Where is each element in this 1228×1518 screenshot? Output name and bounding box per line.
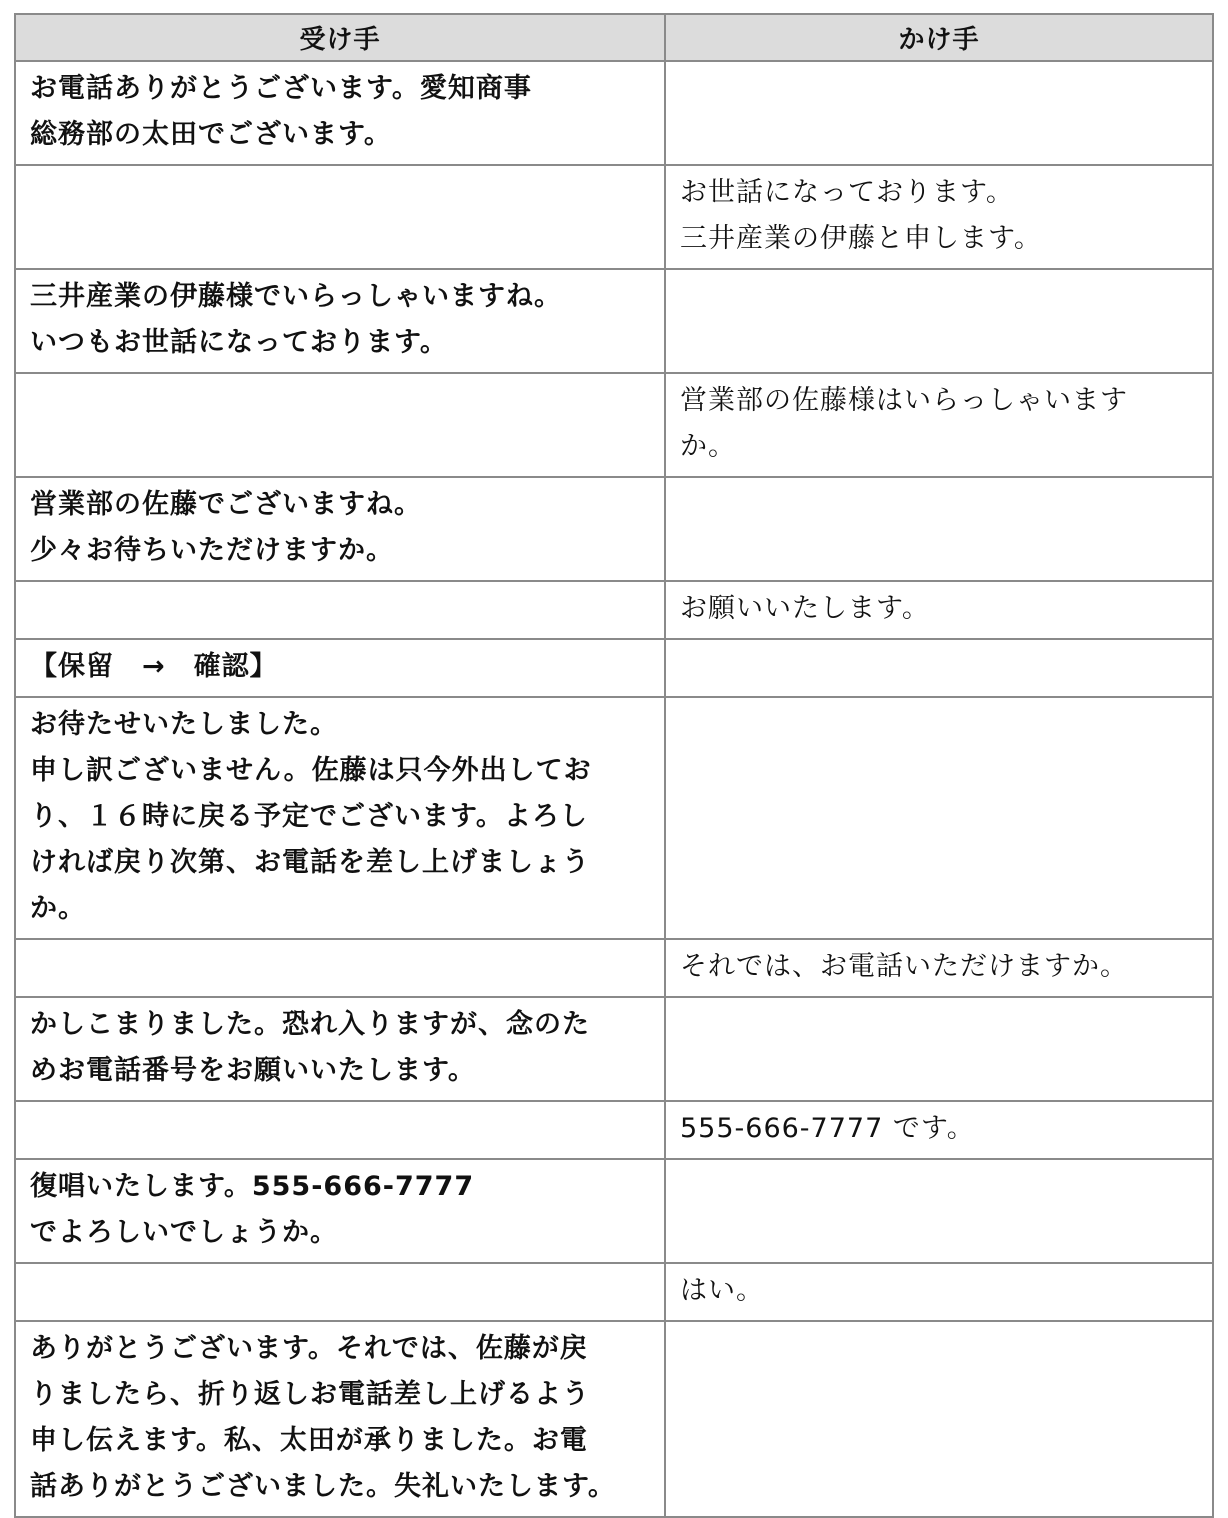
receiver-text — [16, 1264, 664, 1274]
receiver-text — [16, 1102, 664, 1112]
caller-text — [666, 698, 1212, 708]
table-row — [15, 1101, 1213, 1159]
table-row — [15, 477, 1213, 581]
caller-text: お願いいたします。 — [680, 593, 930, 624]
receiver-text: かしこまりました。恐れ入りますが、念のた めお電話番号をお願いいたします。 — [30, 1009, 590, 1086]
table-row — [15, 165, 1213, 269]
receiver-text: 【保留 → 確認】 — [30, 651, 278, 682]
table-row — [15, 697, 1213, 939]
caller-text: 営業部の佐藤様はいらっしゃいます か。 — [680, 385, 1128, 462]
receiver-cell — [15, 1263, 665, 1321]
caller-text — [666, 270, 1212, 280]
table-row — [15, 269, 1213, 373]
receiver-text — [16, 374, 664, 384]
receiver-text: お待たせいたしました。 申し訳ございません。佐藤は只今外出してお り、１６時に戻る予定でございます。よろし ければ戻り次第、お電話を差し上げましょう か。 — [30, 709, 592, 924]
table-row — [15, 939, 1213, 997]
receiver-cell — [15, 997, 665, 1101]
caller-text: はい。 — [680, 1275, 764, 1306]
caller-text — [666, 998, 1212, 1008]
caller-cell — [665, 581, 1213, 639]
header-row — [15, 14, 1213, 61]
table-row — [15, 373, 1213, 477]
table-row — [15, 1321, 1213, 1517]
caller-cell — [665, 477, 1213, 581]
caller-cell — [665, 373, 1213, 477]
receiver-cell — [15, 639, 665, 697]
header-receiver: 受け手 — [15, 14, 665, 61]
table-row — [15, 997, 1213, 1101]
caller-text — [666, 1160, 1212, 1170]
receiver-text: お電話ありがとうございます。愛知商事 総務部の太田でございます。 — [30, 73, 532, 150]
caller-cell — [665, 1263, 1213, 1321]
receiver-cell — [15, 581, 665, 639]
caller-text — [666, 62, 1212, 72]
caller-text: 555-666-7777 です。 — [680, 1113, 975, 1144]
receiver-text: ありがとうございます。それでは、佐藤が戻 りましたら、折り返しお電話差し上げるよう 申し伝えます。私、太田が承りました。お電 話ありがとうございました。失礼いたします。 — [30, 1333, 616, 1502]
receiver-text — [16, 940, 664, 950]
caller-text: お世話になっております。 三井産業の伊藤と申します。 — [680, 177, 1042, 254]
caller-text — [666, 1322, 1212, 1332]
caller-cell — [665, 697, 1213, 939]
caller-text — [666, 478, 1212, 488]
caller-cell — [665, 1159, 1213, 1263]
receiver-text — [16, 582, 664, 592]
receiver-cell — [15, 939, 665, 997]
receiver-cell — [15, 373, 665, 477]
conversation-table — [14, 13, 1214, 1518]
receiver-cell — [15, 165, 665, 269]
caller-cell — [665, 1321, 1213, 1517]
caller-cell — [665, 61, 1213, 165]
receiver-cell — [15, 269, 665, 373]
caller-text: それでは、お電話いただけますか。 — [680, 951, 1128, 982]
caller-cell — [665, 1101, 1213, 1159]
caller-cell — [665, 939, 1213, 997]
receiver-cell — [15, 1101, 665, 1159]
table-row — [15, 639, 1213, 697]
receiver-text — [16, 166, 664, 176]
table-row — [15, 61, 1213, 165]
table-row — [15, 1159, 1213, 1263]
receiver-cell — [15, 1321, 665, 1517]
table-row — [15, 581, 1213, 639]
receiver-text: 三井産業の伊藤様でいらっしゃいますね。 いつもお世話になっております。 — [30, 281, 562, 358]
receiver-cell — [15, 1159, 665, 1263]
receiver-cell — [15, 697, 665, 939]
receiver-cell — [15, 477, 665, 581]
caller-cell — [665, 269, 1213, 373]
caller-cell — [665, 165, 1213, 269]
receiver-cell — [15, 61, 665, 165]
caller-cell — [665, 997, 1213, 1101]
table-row — [15, 1263, 1213, 1321]
caller-cell — [665, 639, 1213, 697]
header-caller: かけ手 — [665, 14, 1213, 61]
caller-text — [666, 640, 1212, 650]
receiver-text: 営業部の佐藤でございますね。 少々お待ちいただけますか。 — [30, 489, 422, 566]
receiver-text: 復唱いたします。555-666-7777 でよろしいでしょうか。 — [30, 1171, 475, 1248]
